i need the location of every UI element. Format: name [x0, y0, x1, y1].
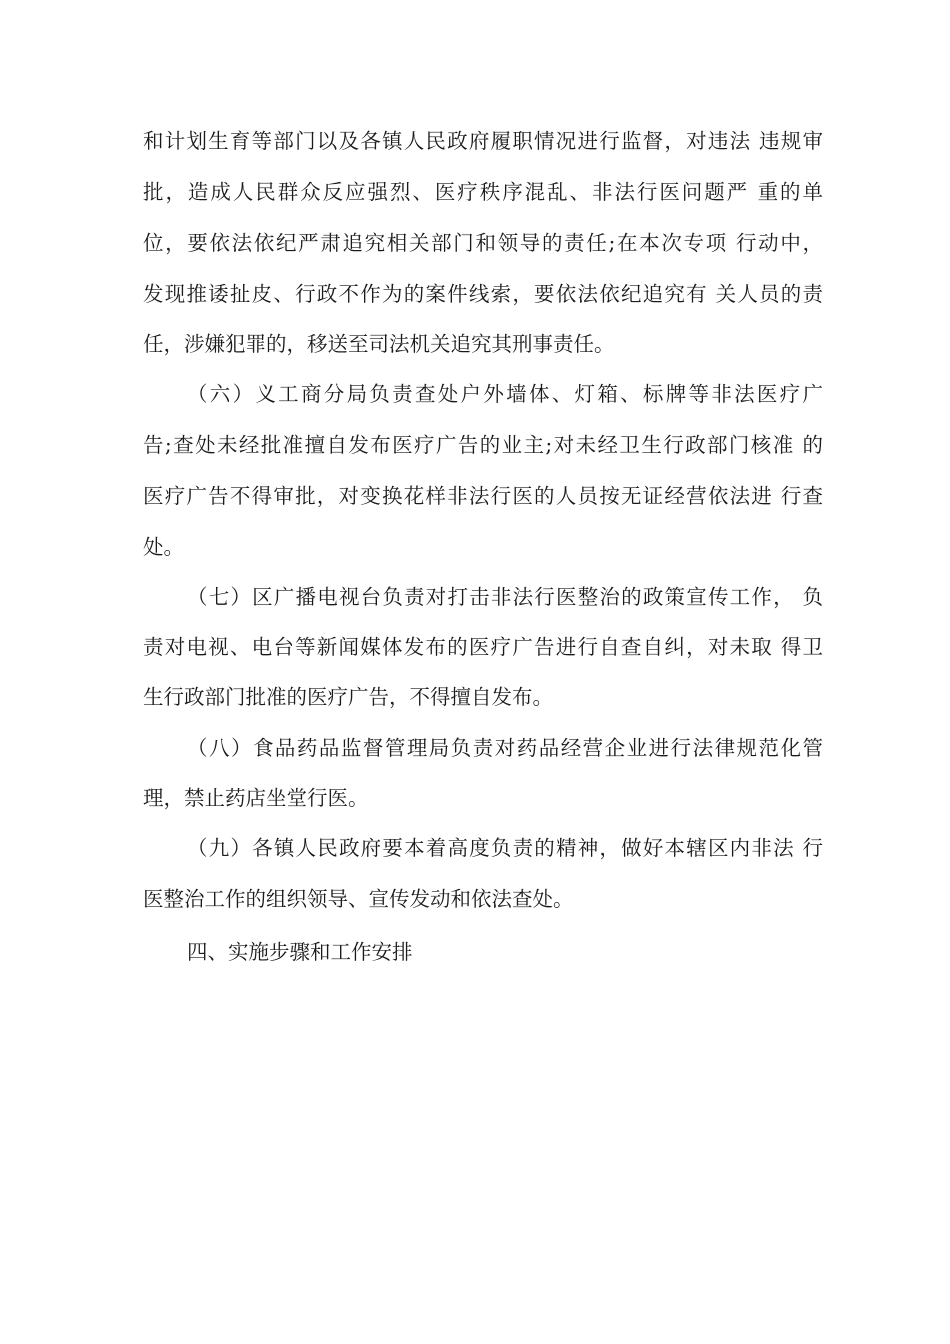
- paragraph-line: 和计划生育等部门以及各镇人民政府履职情况进行监督，对违法 违规审: [143, 129, 823, 153]
- paragraph-line: 处。: [143, 535, 184, 559]
- paragraph-line: 批，造成人民群众反应强烈、医疗秩序混乱、非法行医问题严 重的单: [143, 180, 823, 204]
- paragraph-line: 任，涉嫌犯罪的，移送至司法机关追究其刑事责任。: [143, 332, 615, 356]
- paragraph-line: 发现推诿扯皮、行政不作为的案件线索，要依法依纪追究有 关人员的责: [143, 282, 823, 306]
- paragraph-line: 医整治工作的组织领导、宣传发动和依法查处。: [143, 887, 574, 911]
- paragraph-first-line: （九）各镇人民政府要本着高度负责的精神，做好本辖区内非法 行: [187, 836, 823, 860]
- paragraph-line: 理，禁止药店坐堂行医。: [143, 786, 369, 810]
- paragraph-line: 责对电视、电台等新闻媒体发布的医疗广告进行自查自纠，对未取 得卫: [143, 635, 823, 659]
- paragraph-line: 生行政部门批准的医疗广告，不得擅自发布。: [143, 685, 553, 709]
- paragraph-first-line: （七）区广播电视台负责对打击非法行医整治的政策宣传工作， 负: [187, 585, 823, 609]
- paragraph-line: 位，要依法依纪严肃追究相关部门和领导的责任;在本次专项 行动中，: [143, 231, 823, 255]
- section-heading: 四、实施步骤和工作安排: [187, 940, 413, 964]
- paragraph-line: 医疗广告不得审批，对变换花样非法行医的人员按无证经营依法进 行查: [143, 484, 823, 508]
- paragraph-first-line: （六）义工商分局负责查处户外墙体、灯箱、标牌等非法医疗广: [187, 382, 823, 406]
- paragraph-line: 告;查处未经批准擅自发布医疗广告的业主;对未经卫生行政部门核准 的: [143, 433, 823, 457]
- paragraph-first-line: （八）食品药品监督管理局负责对药品经营企业进行法律规范化管: [187, 736, 823, 760]
